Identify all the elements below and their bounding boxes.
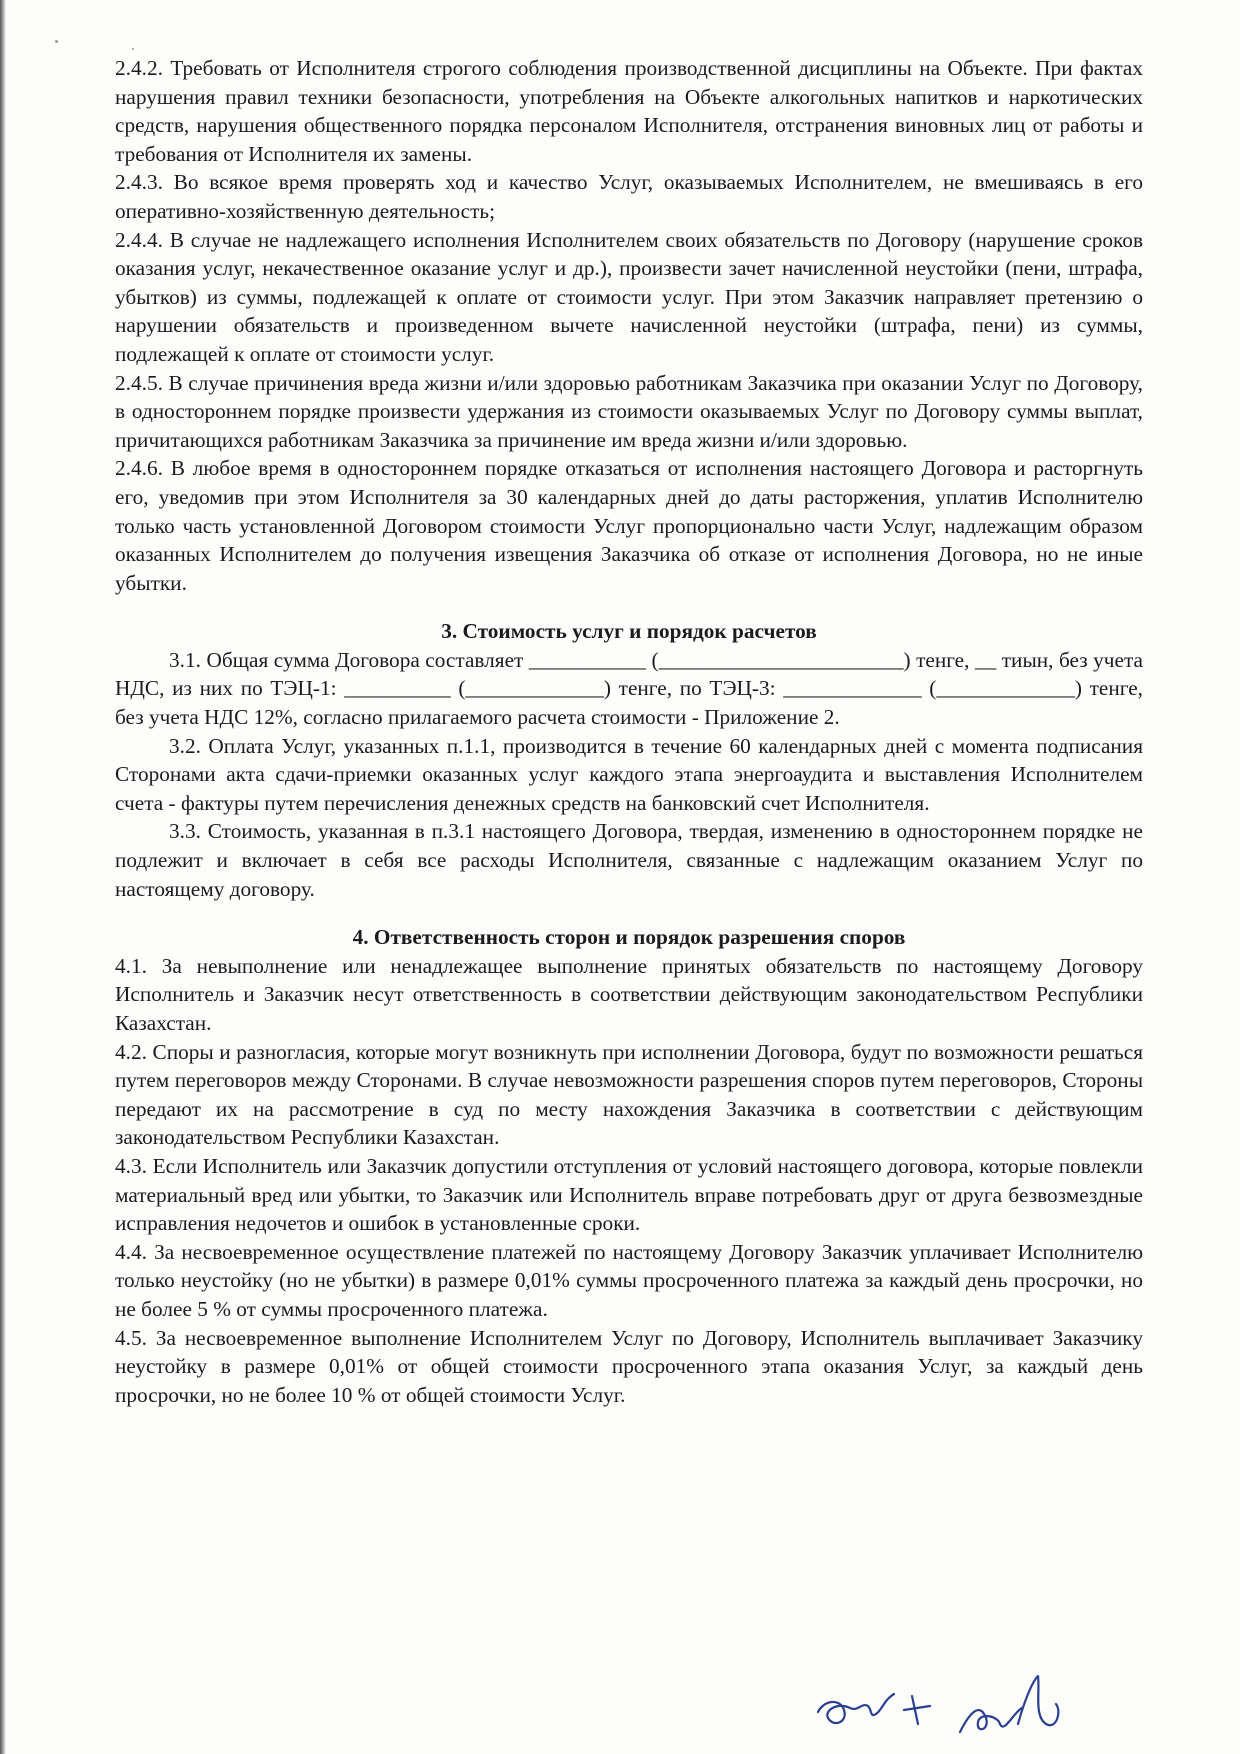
clause-4-5: 4.5. За несвоевременное выполнение Исполнителем Услуг по Договору, Исполнитель выплачивает Заказчику неустойку в размере 0,01% от общей стоимости просроченного этапа оказания Услуг, за каждый день просрочки, но не более 10 % от общей стоимости Услуг.: [115, 1325, 1143, 1407]
clause-3-3: 3.3. Стоимость, указанная в п.3.1 настоящего Договора, твердая, изменению в одностороннем порядке не подлежит и включает в себя все расходы Исполнителя, связанные с надлежащим оказанием Услуг по настоящему договору.: [115, 819, 1143, 901]
document-body: [115, 54, 1143, 1409]
clause-4-3: 4.3. Если Исполнитель или Заказчик допустили отступления от условий настоящего договора, которые повлекли материальный вред или убытки, то Заказчик или Исполнитель вправе потребовать друг от друга безвозмездные исправления недочетов и ошибок в установленные сроки.: [115, 1153, 1143, 1236]
clause-2-4-6: 2.4.6. В любое время в одностороннем порядке отказаться от исполнения настоящего Договора и расторгнуть его, уведомив при этом Исполнителя за 30 календарных дней до даты расторжения, уплатив Исполнителю только часть установленной Договором стоимости Услуг пропорционально части Услуг, надлежащим образом оказанных Исполнителем до получения извещения Заказчика об отказе от исполнения Договора, но не иные убытки.: [115, 456, 1143, 595]
clause-2-4-4: 2.4.4. В случае не надлежащего исполнения Исполнителем своих обязательств по Договору (нарушение сроков оказания услуг, некачественное оказание услуг и др.), произвести зачет начисленной неустойки (пени, штрафа, убытков) из суммы, подлежащей к оплате от стоимости услуг. При этом Заказчик направляет претензию о нарушении обязательств и произведенном вычете начисленной неустойки (штрафа, пени) из суммы, подлежащей к оплате от стоимости услуг.: [115, 227, 1143, 366]
signature-left: [818, 1694, 894, 1723]
scan-speck: [132, 48, 134, 50]
clause-2-4-3: 2.4.3. Во всякое время проверять ход и качество Услуг, оказываемых Исполнителем, не вмешиваясь в его оперативно-хозяйственную деятельность;: [115, 170, 1143, 223]
scan-speck: [55, 40, 58, 43]
clause-3-1: 3.1. Общая сумма Договора составляет ___________ (_______________________) тенге, __ тиын, без учета НДС, из них по ТЭЦ-1: __________ (_____________) тенге, по ТЭЦ-3: _____________ (_____________) тенге, без учета НДС 12%, согласно прилагаемого расчета стоимости - Приложение 2.: [115, 647, 1143, 730]
clause-2-4-5: 2.4.5. В случае причинения вреда жизни и/или здоровью работникам Заказчика при оказании Услуг по Договору, в одностороннем порядке произвести удержания из стоимости оказываемых Услуг по Договору суммы выплат, причитающихся работникам Заказчика за причинение им вреда жизни и/или здоровью.: [115, 370, 1143, 452]
clause-4-2: 4.2. Споры и разногласия, которые могут возникнуть при исполнении Договора, будут по возможности решаться путем переговоров между Сторонами. В случае невозможности разрешения споров путем переговоров, Стороны передают их на рассмотрение в суд по месту нахождения Заказчика в соответствии с действующим законодательством Республики Казахстан.: [115, 1039, 1143, 1150]
section-4-title: 4. Ответственность сторон и порядок разрешения споров: [352, 925, 906, 950]
clause-4-1: 4.1. За невыполнение или ненадлежащее выполнение принятых обязательств по настоящему Договору Исполнитель и Заказчик несут ответственность в соответствии действующим законодательством Республики Казахстан.: [115, 953, 1143, 1035]
section-3-title: 3. Стоимость услуг и порядок расчетов: [441, 619, 817, 644]
clause-2-4-2: 2.4.2. Требовать от Исполнителя строгого соблюдения производственной дисциплины на Объекте. При фактах нарушения правил техники безопасности, употребления на Объекте алкогольных напитков и наркотических средств, нарушения общественного порядка персоналом Исполнителя, отстранения виновных лиц от работы и требования от Исполнителя их замены.: [115, 56, 1143, 166]
scan-edge-shadow: [0, 0, 6, 1754]
signatures: [810, 1672, 1150, 1754]
clause-4-4: 4.4. За несвоевременное осуществление платежей по настоящему Договору Заказчик уплачивает Исполнителю только неустойку (но не убытки) в размере 0,01% суммы просроченного платежа за каждый день просрочки, но не более 5 % от суммы просроченного платежа.: [115, 1239, 1143, 1321]
signature-right: [960, 1676, 1058, 1732]
clause-3-2: 3.2. Оплата Услуг, указанных п.1.1, производится в течение 60 календарных дней с момента подписания Сторонами акта сдачи-приемки оказанных услуг каждого этапа энергоаудита и выставления Исполнителем счета - фактуры путем перечисления денежных средств на банковский счет Исполнителя.: [115, 733, 1143, 815]
signature-cross: [904, 1696, 930, 1724]
